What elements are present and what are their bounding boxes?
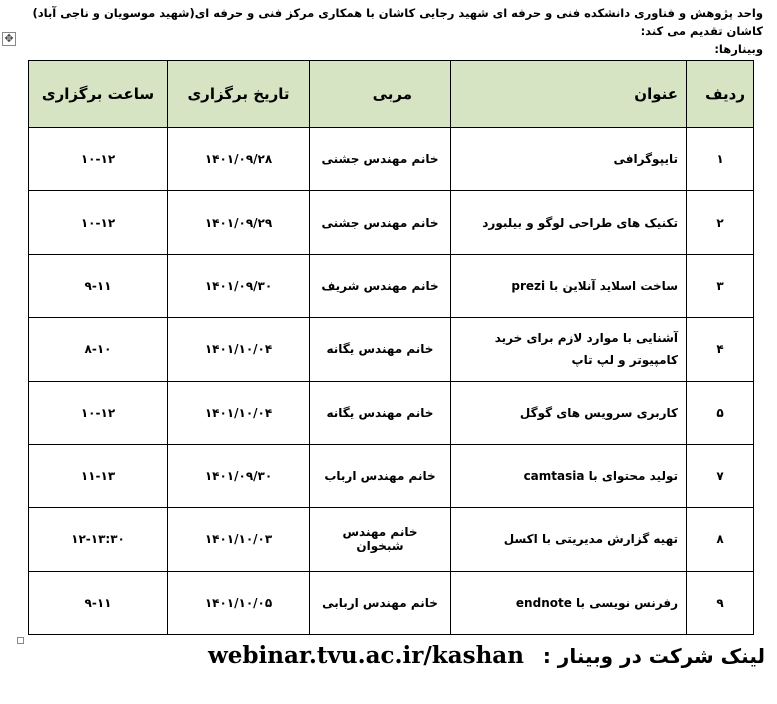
- cell-title: رفرنس نویسی با endnote: [451, 571, 687, 634]
- intro-line-1: واحد پژوهش و فناوری دانشکده فنی و حرفه ای شهید رجایی کاشان با همکاری مرکز فنی و حرفه ای(شهید موسویان و ناجی آباد) کاشان تقدیم می کند:: [32, 6, 763, 38]
- cell-date: ۱۴۰۱/۰۹/۲۹: [168, 191, 310, 254]
- table-row: [29, 191, 754, 254]
- cell-title: تولید محتوای با camtasia: [451, 444, 687, 507]
- cell-coach: خانم مهندس جشنی: [310, 191, 451, 254]
- cell-row-number: ۱: [687, 128, 754, 191]
- table-row: [29, 508, 754, 571]
- cell-row-number: ۷: [687, 444, 754, 507]
- intro-text: [13, 4, 763, 58]
- table-row: [29, 381, 754, 444]
- table-row: [29, 128, 754, 191]
- cell-date: ۱۴۰۱/۱۰/۰۴: [168, 381, 310, 444]
- intro-line-2: وبینارها:: [714, 42, 763, 56]
- cell-time: ۱۰-۱۲: [29, 381, 168, 444]
- cell-row-number: ۹: [687, 571, 754, 634]
- table-move-handle-icon[interactable]: ✥: [2, 32, 16, 46]
- cell-time: ۹-۱۱: [29, 571, 168, 634]
- table-row: [29, 318, 754, 381]
- cell-time: ۸-۱۰: [29, 318, 168, 381]
- cell-date: ۱۴۰۱/۰۹/۳۰: [168, 444, 310, 507]
- cell-coach: خانم مهندس اربابی: [310, 571, 451, 634]
- cell-time: ۱۰-۱۲: [29, 191, 168, 254]
- cell-title: تکنیک های طراحی لوگو و بیلبورد: [451, 191, 687, 254]
- cell-title: تایپوگرافی: [451, 128, 687, 191]
- cell-row-number: ۲: [687, 191, 754, 254]
- cell-coach: خانم مهندس جشنی: [310, 128, 451, 191]
- cell-date: ۱۴۰۱/۱۰/۰۴: [168, 318, 310, 381]
- header-coach: مربی: [310, 61, 451, 128]
- table-row: [29, 571, 754, 634]
- cell-date: ۱۴۰۱/۱۰/۰۵: [168, 571, 310, 634]
- cell-row-number: ۴: [687, 318, 754, 381]
- cell-title: ساخت اسلاید آنلاین با prezi: [451, 254, 687, 317]
- cell-title: تهیه گزارش مدیریتی با اکسل: [451, 508, 687, 571]
- cell-time: ۱۱-۱۳: [29, 444, 168, 507]
- cell-time: ۹-۱۱: [29, 254, 168, 317]
- table-resize-handle[interactable]: [17, 637, 24, 644]
- cell-row-number: ۸: [687, 508, 754, 571]
- cell-row-number: ۳: [687, 254, 754, 317]
- table-header-row: [29, 61, 754, 128]
- cell-date: ۱۴۰۱/۱۰/۰۳: [168, 508, 310, 571]
- header-date: تاریخ برگزاری: [168, 61, 310, 128]
- cell-row-number: ۵: [687, 381, 754, 444]
- cell-coach: خانم مهندس شبخوان: [310, 508, 451, 571]
- table-row: [29, 254, 754, 317]
- cell-time: ۱۲-۱۳:۳۰: [29, 508, 168, 571]
- cell-coach: خانم مهندس یگانه: [310, 381, 451, 444]
- cell-date: ۱۴۰۱/۰۹/۲۸: [168, 128, 310, 191]
- cell-coach: خانم مهندس ارباب: [310, 444, 451, 507]
- cell-coach: خانم مهندس شریف: [310, 254, 451, 317]
- webinar-link-label: لینک شرکت در وبینار :: [542, 644, 765, 668]
- webinar-link-url[interactable]: webinar.tvu.ac.ir/kashan: [208, 642, 524, 669]
- webinar-link-footer: [200, 642, 765, 676]
- header-time: ساعت برگزاری: [29, 61, 168, 128]
- cell-title: کاربری سرویس های گوگل: [451, 381, 687, 444]
- cell-time: ۱۰-۱۲: [29, 128, 168, 191]
- cell-title: آشنایی با موارد لازم برای خرید کامپیوتر و لپ تاپ: [451, 318, 687, 381]
- webinar-schedule-table: [28, 60, 754, 635]
- header-title: عنوان: [451, 61, 687, 128]
- header-row-number: ردیف: [687, 61, 754, 128]
- table-row: [29, 444, 754, 507]
- cell-coach: خانم مهندس یگانه: [310, 318, 451, 381]
- cell-date: ۱۴۰۱/۰۹/۳۰: [168, 254, 310, 317]
